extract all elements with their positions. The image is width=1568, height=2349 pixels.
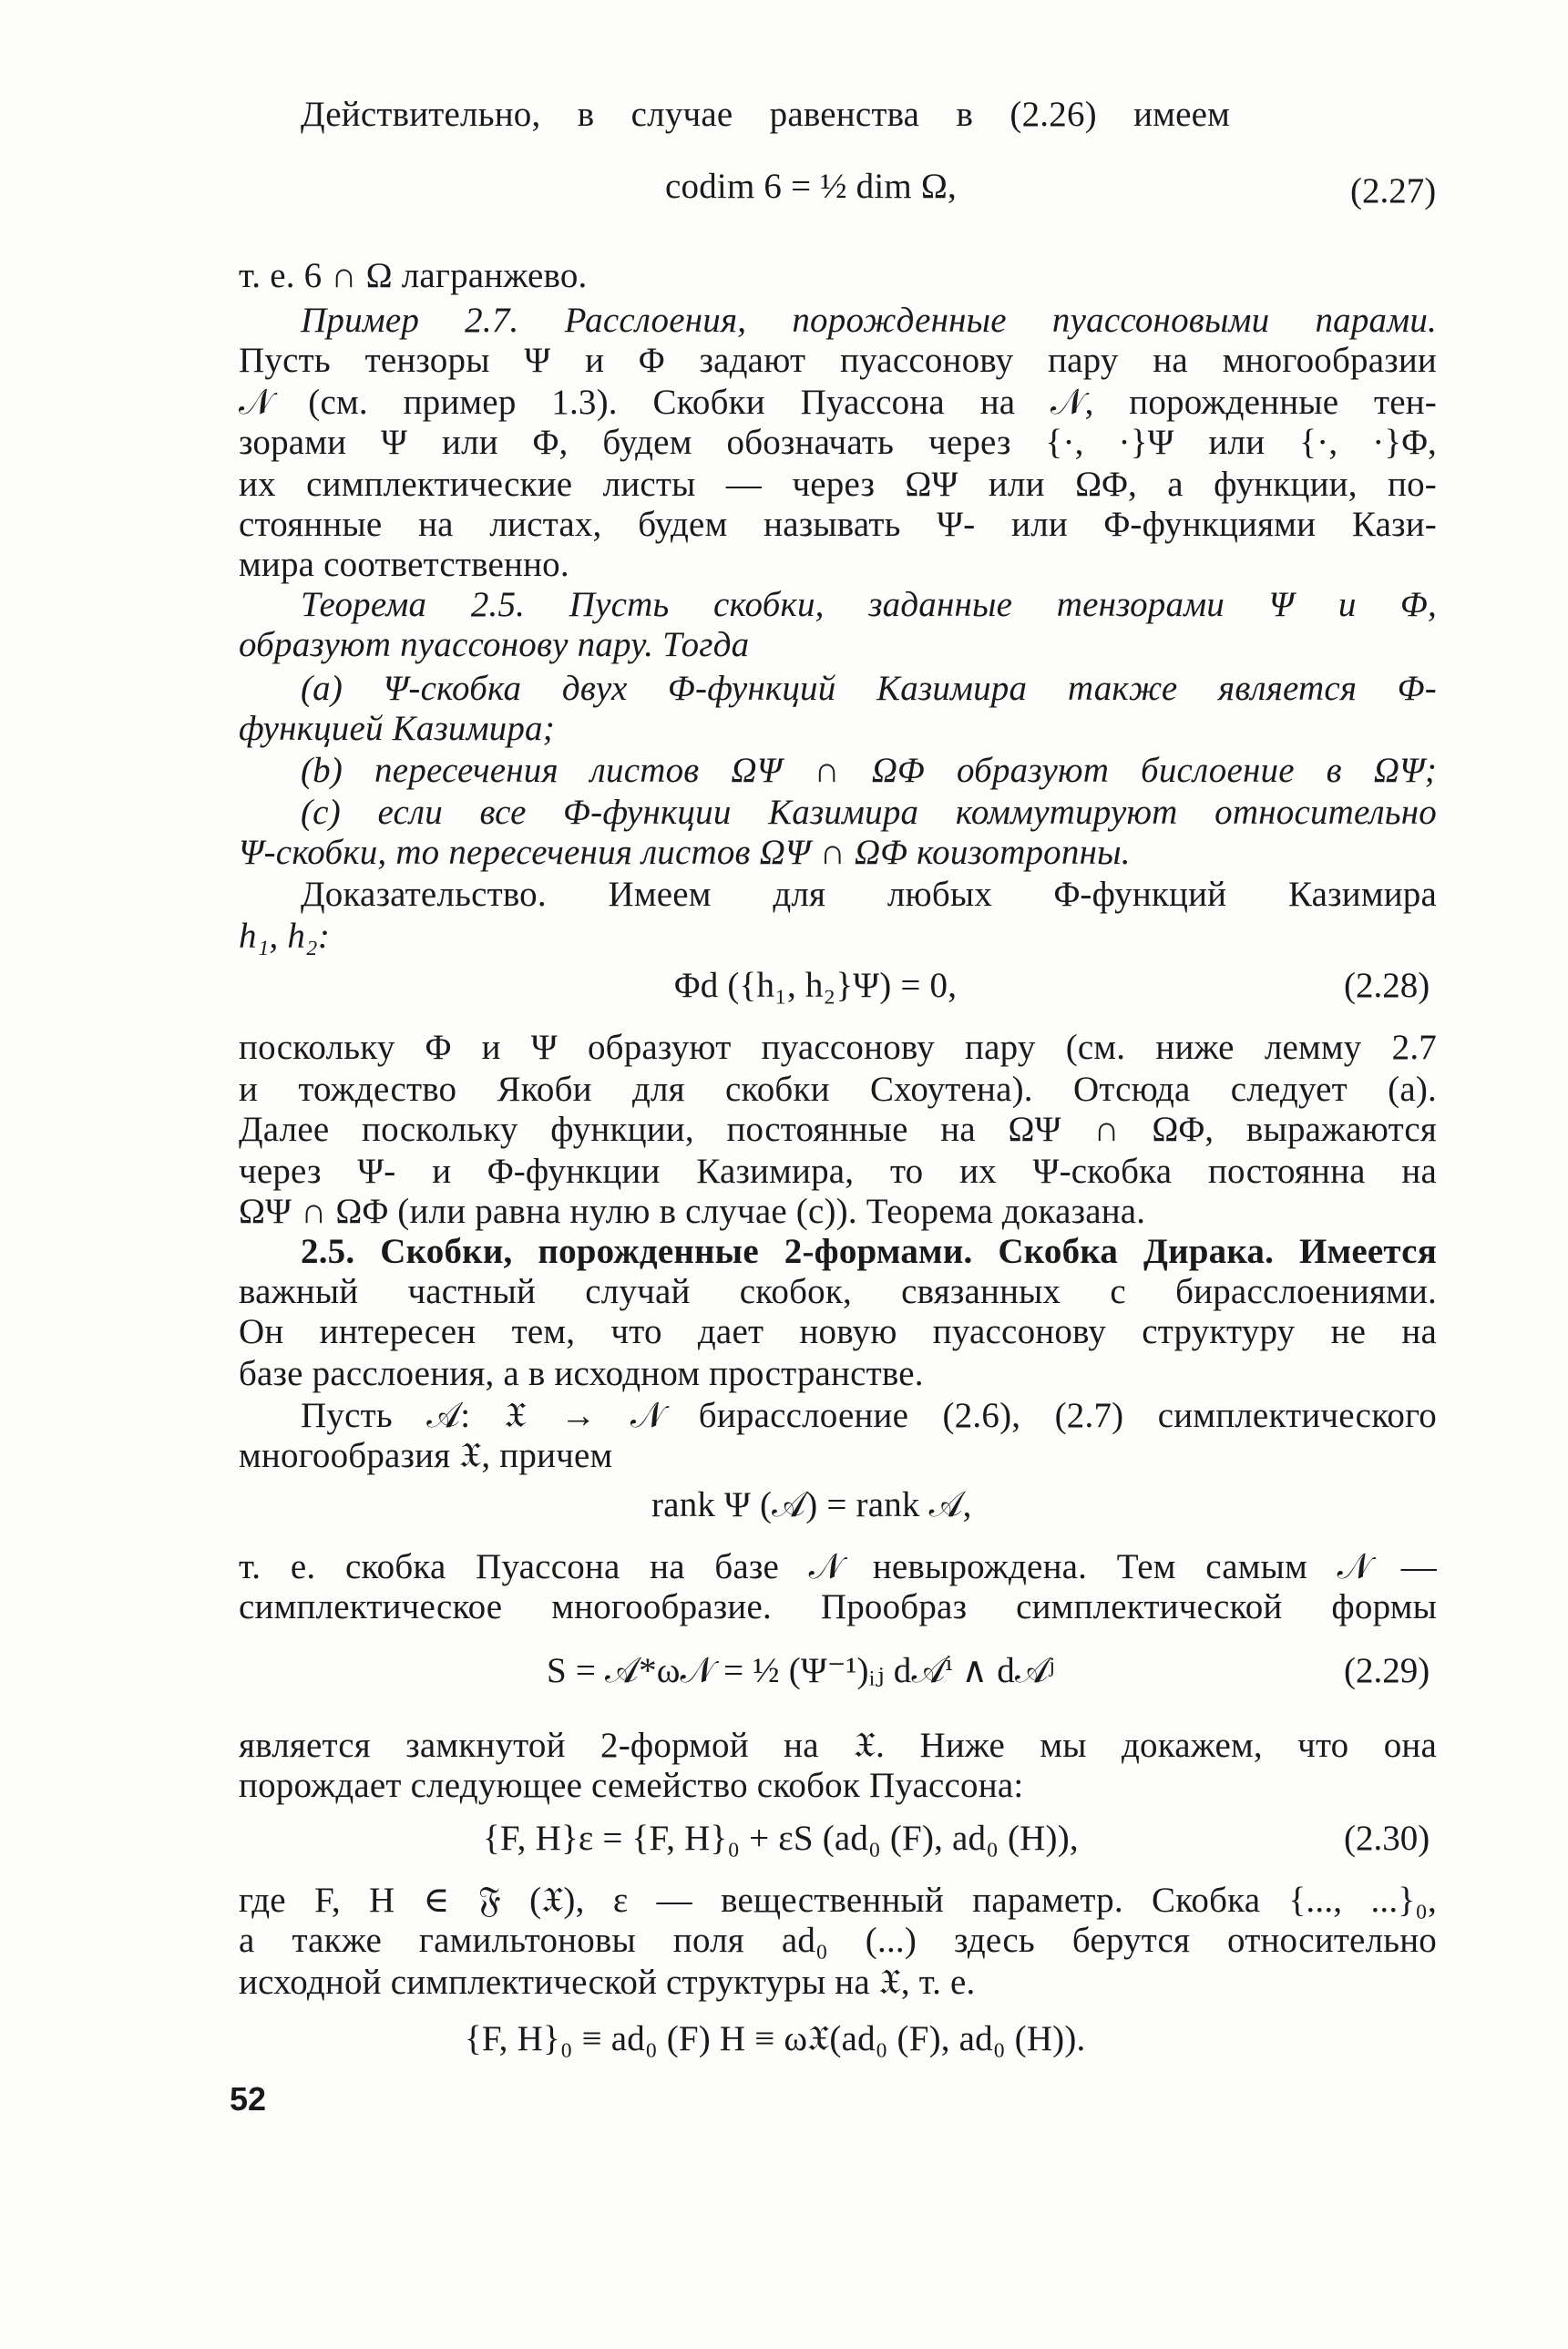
equation-number: (2.29) — [1344, 1651, 1430, 1690]
example-heading: Пример 2.7. Расслоения, порожденные пуассоновыми парами. — [301, 301, 1437, 340]
text-line: симплектическое многообразие. Прообраз симплектической формы — [239, 1587, 1437, 1626]
theorem-item-b: (b) пересечения листов ΩΨ ∩ ΩΦ образуют бислоение в ΩΨ; — [301, 751, 1437, 790]
text-line: через Ψ- и Φ-функции Казимира, то их Ψ-скобка постоянна на — [239, 1152, 1437, 1191]
text-line: образуют пуассонову пару. Тогда — [239, 625, 750, 664]
formula-codim: codim 6 = ½ dim Ω, — [665, 167, 957, 206]
text-line: и тождество Якоби для скобки Схоутена). Отсюда следует (a). — [239, 1070, 1437, 1109]
formula-rank: rank Ψ (𝒜) = rank 𝒜, — [651, 1485, 972, 1524]
formula-symplectic-bracket: {F, H}₀ ≡ ad₀ (F) H ≡ ω𝔛(ad₀ (F), ad₀ (H)). — [465, 2019, 1086, 2058]
text-line: функцией Казимира; — [239, 709, 555, 748]
text-line: является замкнутой 2-формой на 𝔛. Ниже мы докажем, что она — [239, 1726, 1437, 1765]
text-line: т. е. 6 ∩ Ω лагранжево. — [239, 256, 588, 295]
text-line: мира соответственно. — [239, 545, 569, 584]
section-heading: 2.5. Скобки, порожденные 2-формами. Скобка Дирака. Имеется — [301, 1232, 1437, 1271]
text-line: где F, H ∈ 𝔉 (𝔛), ε — вещественный параметр. Скобка {..., ...}₀, — [239, 1881, 1437, 1920]
text-line: Пусть тензоры Ψ и Φ задают пуассонову пару на многообразии — [239, 341, 1437, 380]
equation-number: (2.30) — [1344, 1819, 1430, 1858]
text-line: Он интересен тем, что дает новую пуассонову структуру не на — [239, 1312, 1437, 1351]
text-line: Пусть 𝒜: 𝔛 → 𝒩 бирасслоение (2.6), (2.7) симплектического — [301, 1396, 1437, 1435]
text-line: Действительно, в случае равенства в (2.26) имеем — [301, 95, 1230, 134]
theorem-heading: Теорема 2.5. Пусть скобки, заданные тензорами Ψ и Φ, — [301, 585, 1437, 624]
formula-two-form: S = 𝒜*ω𝒩 = ½ (Ψ⁻¹)ᵢⱼ d𝒜ⁱ ∧ d𝒜ʲ — [547, 1651, 1055, 1690]
page-number: 52 — [230, 2080, 267, 2118]
text-line: ΩΨ ∩ ΩΦ (или равна нулю в случае (c)). Теорема доказана. — [239, 1192, 1146, 1231]
text-line: их симплектические листы — через ΩΨ или ΩΦ, а функции, по- — [239, 465, 1437, 504]
theorem-item-c: (c) если все Φ-функции Казимира коммутируют относительно — [301, 793, 1437, 832]
text-line: порождает следующее семейство скобок Пуассона: — [239, 1766, 1024, 1805]
text-line: h₁, h₂: — [239, 917, 331, 956]
text-line: исходной симплектической структуры на 𝔛, т. е. — [239, 1963, 976, 2002]
text-line: стоянные на листах, будем называть Ψ- или Φ-функциями Кази- — [239, 505, 1437, 544]
text-line: 𝒩 (см. пример 1.3). Скобки Пуассона на 𝒩, порожденные тен- — [239, 383, 1437, 422]
proof-heading: Доказательство. Имеем для любых Φ-функций Казимира — [301, 875, 1437, 914]
text-line: а также гамильтоновы поля ad₀ (...) здесь берутся относительно — [239, 1921, 1437, 1960]
formula-bracket-family: {F, H}ε = {F, H}₀ + εS (ad₀ (F), ad₀ (H)), — [483, 1819, 1079, 1858]
text-line: важный частный случай скобок, связанных с бирасслоениями. — [239, 1272, 1437, 1311]
text-line: многообразия 𝔛, причем — [239, 1436, 613, 1475]
text-line: т. е. скобка Пуассона на базе 𝒩 невырождена. Тем самым 𝒩 — — [239, 1547, 1437, 1586]
text-line: Далее поскольку функции, постоянные на ΩΨ ∩ ΩΦ, выражаются — [239, 1110, 1437, 1149]
equation-number: (2.27) — [1350, 171, 1437, 210]
text-line: поскольку Φ и Ψ образуют пуассонову пару (см. ниже лемму 2.7 — [239, 1028, 1437, 1067]
formula-casimir: Φd ({h₁, h₂}Ψ) = 0, — [674, 966, 958, 1005]
text-line: зорами Ψ или Φ, будем обозначать через {·, ·}Ψ или {·, ·}Φ, — [239, 423, 1437, 462]
text-line: базе расслоения, а в исходном пространстве. — [239, 1354, 924, 1393]
text-line: Ψ-скобки, то пересечения листов ΩΨ ∩ ΩΦ коизотропны. — [239, 833, 1131, 872]
theorem-item-a: (a) Ψ-скобка двух Φ-функций Казимира также является Φ- — [301, 669, 1437, 708]
equation-number: (2.28) — [1344, 966, 1430, 1005]
